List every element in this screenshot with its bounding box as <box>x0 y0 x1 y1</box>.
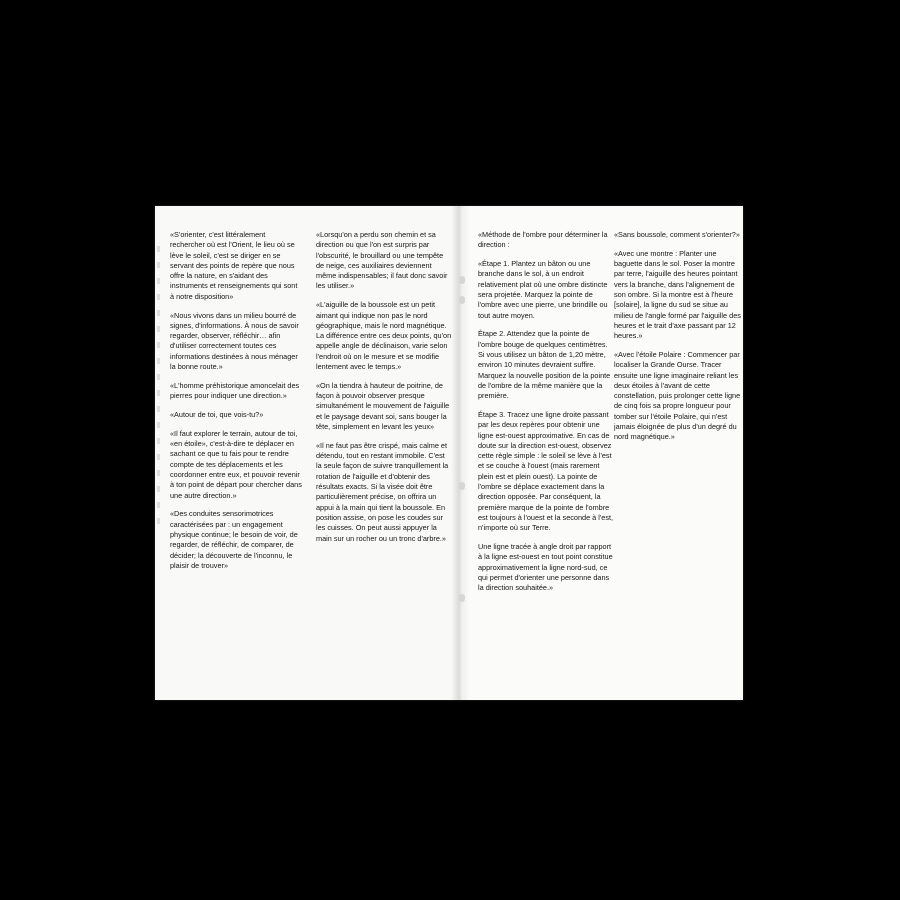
page-edge-marks <box>157 246 160 526</box>
paragraph: «Autour de toi, que vois-tu?» <box>170 409 264 419</box>
paragraph: «Avec une montre : Planter une baguette dans le sol. Poser la montre par terre, l'aiguille des heures pointant vers la branche, dans l'alignement de son ombre. Si la montre est à l'heure [solaire], la ligne du sud se situe au milieu de l'angle formé par l'aiguille des heures et le trait d'axe passant par 12 heures.» <box>614 248 741 341</box>
paragraph: «Méthode de l'ombre pour déterminer la direction : <box>478 230 608 250</box>
column-3 <box>478 230 614 602</box>
paragraph: Étape 3. Tracez une ligne droite passant par les deux repères pour obtenir une ligne est-ouest approximative. En cas de doute sur la direction est-ouest, observez cette règle simple : le soleil se lève à l'est et se couche à l'ouest (mais rarement plein est et plein ouest). La pointe de l'ombre se déplace exactement dans la direction opposée. Par conséquent, la première marque de la pointe de l'ombre est toujours à l'ouest et la seconde à l'est, n'importe où sur Terre. <box>478 409 614 533</box>
binding-hole <box>459 276 465 284</box>
paragraph: «Il ne faut pas être crispé, mais calme et détendu, tout en restant immobile. C'est la seule façon de suivre tranquillement la rotation de l'aiguille et d'obtenir des résultats exacts. Si la visée doit être particulièrement précise, on offrira un appui à la main qui tient la boussole. En position assise, on pose les coudes sur les cuisses. On peut aussi appuyer la main sur un rocher ou un tronc d'arbre.» <box>316 440 449 543</box>
paragraph: «Lorsqu'on a perdu son chemin et sa direction ou que l'on est surpris par l'obscurité, le brouillard ou une tempête de neige, ces auxiliaires deviennent même indispensables; il faut donc savoir les utiliser.» <box>316 230 448 291</box>
paragraph: «Des conduites sensorimotrices caractérisées par : un engagement physique continue; le besoin de voir, de regarder, de réfléchir, de comparer, de décider; la découverte de l'inconnu, le plaisir de trouver» <box>170 509 298 570</box>
column-2 <box>316 230 452 552</box>
paragraph: «Il faut explorer le terrain, autour de toi, «en étoile», c'est-à-dire te déplacer en sachant ce que tu fais pour te rendre compte de tes déplacements et les coordonner entre eux, et pouvoir revenir à ton point de départ pour chercher dans une autre direction.» <box>170 428 302 500</box>
left-page <box>155 206 460 700</box>
column-1 <box>170 230 302 580</box>
paragraph: «L'aiguille de la boussole est un petit aimant qui indique non pas le nord géographique, mais le nord magnétique. La différence entre ces deux points, qu'on appelle angle de déclinaison, varie selon l'endroit où on le mesure et se modifie lentement avec le temps.» <box>316 300 452 372</box>
paragraph: «Étape 1. Plantez un bâton ou une branche dans le sol, à un endroit relativement plat où une ombre distincte sera projetée. Marquez la pointe de l'ombre avec une pierre, une brindille ou tout autre moyen. <box>478 259 608 320</box>
paragraph: «S'orienter, c'est littéralement rechercher où est l'Orient, le lieu où se lève le soleil, c'est se diriger en se servant des points de repère que nous offre la nature, en s'aidant des instruments et renseignements qui sont à notre disposition» <box>170 230 298 301</box>
column-4 <box>614 230 742 451</box>
paragraph: «Nous vivons dans un milieu bourré de signes, d'informations. À nous de savoir regarder, observer, réfléchir… afin d'utiliser correctement toutes ces informations destinées à nous ménager la bonne route.» <box>170 310 299 372</box>
binding-hole <box>459 482 465 490</box>
paragraph: «On la tiendra à hauteur de poitrine, de façon à pouvoir observer presque simultanément le mouvement de l'aiguille et le paysage devant soi, sans bouger la tête, simplement en levant les yeux» <box>316 380 450 432</box>
paragraph: Une ligne tracée à angle droit par rapport à la ligne est-ouest en tout point constitue approximativement la ligne nord-sud, ce qui permet d'orienter une personne dans la direction souhaitée.» <box>478 542 613 593</box>
binding-hole <box>459 594 465 602</box>
paragraph: «L'homme préhistorique amoncelait des pierres pour indiquer une direction.» <box>170 380 300 401</box>
open-booklet <box>155 206 743 700</box>
paragraph: «Sans boussole, comment s'orienter?» <box>614 230 740 239</box>
paragraph: Étape 2. Attendez que la pointe de l'ombre bouge de quelques centimètres. Si vous utilisez un bâton de 1,20 mètre, environ 10 minutes devraient suffire. Marquez la nouvelle position de la pointe de l'ombre de la même manière que la première. <box>478 329 611 401</box>
binding-hole <box>459 296 465 304</box>
paragraph: «Avec l'étoile Polaire : Commencer par localiser la Grande Ourse. Tracer ensuite une ligne imaginaire reliant les deux étoiles à l'avant de cette constellation, puis prolonger cette ligne de cinq fois sa propre longueur pour tomber sur l'étoile Polaire, qui n'est jamais éloignée de plus d'un degré du nord magnétique.» <box>614 349 741 442</box>
